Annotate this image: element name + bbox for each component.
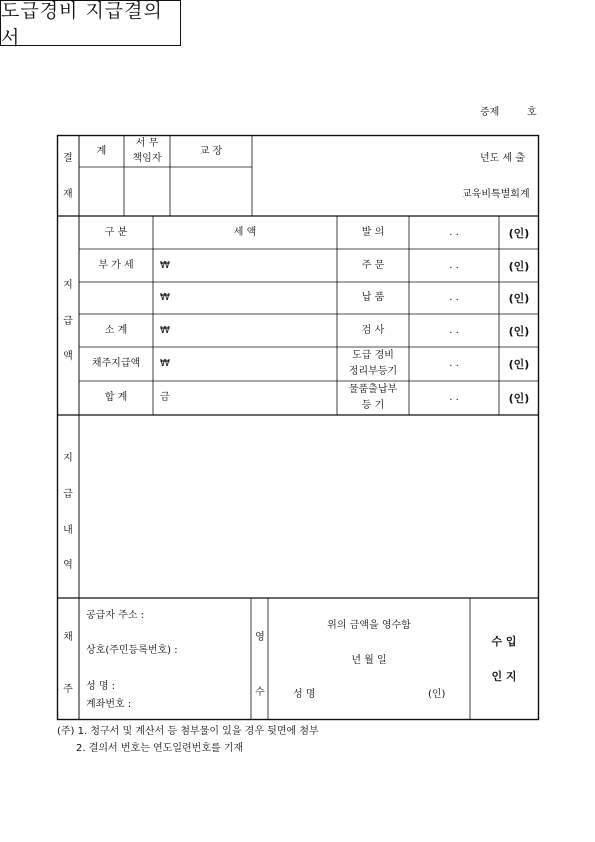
details-side-label-3: 내 [63,525,73,536]
supplier-address-label: 공급자 주소 : [86,610,145,621]
payee-side-label-1: 채 [63,632,73,643]
payee-name-label: 성 명 : [86,681,116,692]
row-subtotal-label: 소 계 [104,325,128,336]
doc-no-suffix: 호 [527,107,537,118]
date-mark: . . [449,358,459,369]
receipt-seal-mark: (인) [428,689,446,700]
fiscal-year-label: 년도 세 출 [480,153,525,164]
receipt-confirmation-text: 위의 금액을 영수함 [327,620,411,631]
header-amount: 세 액 [233,227,257,238]
header-proposal: 발 의 [361,227,385,238]
date-mark: . . [449,260,459,271]
row-total-label: 합 계 [104,392,128,403]
date-mark: . . [449,292,459,303]
approval-col-principal: 교 장 [199,146,223,157]
row-order-label: 주 문 [361,260,385,271]
receipt-date-text: 년 월 일 [351,655,387,666]
row-vat-currency: ₩ [160,260,170,271]
account-number-label: 계좌번호 : [86,699,132,710]
row-contract-ledger-line2: 정리부등기 [348,366,398,377]
payment-details-area[interactable] [80,416,538,597]
document-title: 도급경비 지급결의서 [1,0,163,49]
approval-col-admin-line1: 서 무 [135,138,159,149]
row-subtotal-currency: ₩ [160,325,170,336]
receipt-side-label-2: 수 [255,687,265,698]
seal-mark: (인) [508,325,530,338]
date-mark: . . [449,227,459,238]
footnote-1: (주) 1. 청구서 및 계산서 등 첨부물이 있을 경우 뒷면에 첨부 [57,726,319,737]
approval-col-clerk: 계 [96,146,107,157]
revenue-stamp-line1: 수 입 [491,635,517,648]
doc-no-label: 증제 [480,107,500,118]
payment-side-label-2: 급 [63,316,73,327]
row-total-currency: 금 [160,392,170,403]
business-name-label: 상호(주민등록번호) : [86,645,178,656]
header-category: 구 분 [104,227,128,238]
payment-side-label-1: 지 [63,280,73,291]
row-vat-label: 부 가 세 [98,260,134,271]
approval-side-label-1: 결 [63,153,73,164]
row-goods-ledger-line2: 등 기 [361,400,385,411]
receipt-name-label: 성 명 [293,689,316,700]
payee-side-label-2: 주 [63,684,73,695]
receipt-side-label-1: 영 [255,632,265,643]
seal-mark: (인) [508,392,530,405]
account-label: 교육비특별회계 [462,189,530,200]
row-inspection-label: 검 사 [361,325,385,336]
approval-col-admin-line2: 책임자 [132,153,162,164]
date-mark: . . [449,325,459,336]
approval-side-label-2: 재 [63,189,73,200]
details-side-label-2: 급 [63,489,73,500]
row-payee-amount-currency: ₩ [160,358,170,369]
details-side-label-1: 지 [63,453,73,464]
row-blank-currency: ₩ [160,292,170,303]
seal-mark: (인) [508,292,530,305]
payment-side-label-3: 액 [63,351,73,362]
seal-mark: (인) [508,227,530,240]
seal-mark: (인) [508,260,530,273]
row-contract-ledger-line1: 도급 경비 [352,350,394,361]
row-goods-ledger-line1: 물품출납부 [348,384,398,395]
date-mark: . . [449,392,459,403]
revenue-stamp-line2: 인 지 [491,670,517,683]
details-side-label-4: 역 [63,560,73,571]
footnote-2: 2. 결의서 번호는 연도일련번호를 기재 [76,743,244,754]
seal-mark: (인) [508,358,530,371]
row-payee-amount-label: 채주지급액 [91,358,141,369]
row-delivery-label: 납 품 [361,292,385,303]
